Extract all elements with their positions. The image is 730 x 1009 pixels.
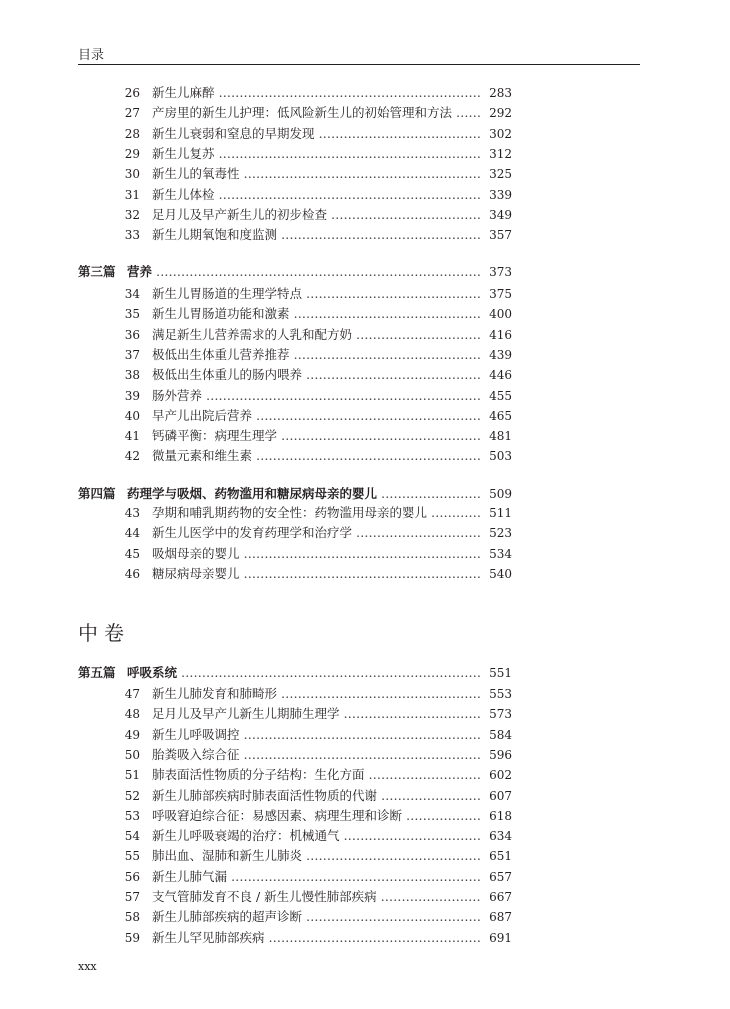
chapter-page: 349 — [480, 205, 512, 225]
toc-entry[interactable] — [0, 284, 730, 304]
chapter-page: 292 — [480, 103, 512, 123]
chapter-page: 283 — [480, 83, 512, 103]
chapter-number: 46 — [124, 566, 140, 581]
chapter-title: 新生儿肺部疾病的超声诊断 ………………………………………………………………………………………………………………………………………………………………………… — [152, 907, 512, 927]
chapter-number: 59 — [124, 930, 140, 945]
header-title: 目录 — [78, 48, 105, 63]
chapter-title: 新生儿期氧饱和度监测 ………………………………………………………………………………………………………………………………………………………………………… — [152, 225, 512, 245]
chapter-number: 51 — [124, 768, 140, 783]
chapter-page: 553 — [480, 684, 512, 704]
chapter-number: 56 — [124, 869, 140, 884]
toc-entry[interactable] — [0, 725, 730, 745]
chapter-title: 支气管肺发育不良 / 新生儿慢性肺部疾病 ………………………………………………………………………………………………………………………………………………………………………… — [152, 887, 512, 907]
chapter-number: 52 — [124, 788, 140, 803]
toc-entry[interactable] — [0, 185, 730, 205]
toc-entry[interactable] — [0, 806, 730, 826]
chapter-page: 312 — [480, 144, 512, 164]
chapter-title: 新生儿呼吸调控 ………………………………………………………………………………………………………………………………………………………………………… — [152, 725, 512, 745]
chapter-title: 足月儿及早产儿新生儿期肺生理学 ………………………………………………………………………………………………………………………………………………………………………… — [152, 704, 512, 724]
chapter-title: 呼吸窘迫综合征：易感因素、病理生理和诊断 ………………………………………………………………………………………………………………………………………………………………………… — [152, 806, 512, 826]
toc-entry[interactable] — [0, 745, 730, 765]
toc-entry[interactable] — [0, 304, 730, 324]
chapter-number: 50 — [124, 747, 140, 762]
chapter-page: 667 — [480, 887, 512, 907]
chapter-title: 新生儿复苏 ………………………………………………………………………………………………………………………………………………………………………… — [152, 144, 512, 164]
chapter-title: 新生儿呼吸衰竭的治疗：机械通气 ………………………………………………………………………………………………………………………………………………………………………… — [152, 826, 512, 846]
toc-entry[interactable] — [0, 867, 730, 887]
part-page: 373 — [480, 262, 512, 282]
chapter-page: 439 — [480, 345, 512, 365]
chapter-number: 54 — [124, 829, 140, 844]
chapter-number: 35 — [124, 307, 140, 322]
chapter-page: 481 — [480, 426, 512, 446]
chapter-page: 416 — [480, 325, 512, 345]
toc-entry[interactable] — [0, 704, 730, 724]
chapter-title: 胎粪吸入综合征 ………………………………………………………………………………………………………………………………………………………………………… — [152, 745, 512, 765]
chapter-page: 540 — [480, 564, 512, 584]
chapter-number: 43 — [124, 506, 140, 520]
chapter-title: 新生儿肺部疾病时肺表面活性物质的代谢 ………………………………………………………………………………………………………………………………………………………………………… — [152, 786, 512, 806]
chapter-page: 503 — [480, 446, 512, 466]
chapter-page: 596 — [480, 745, 512, 765]
toc-entry[interactable] — [0, 345, 730, 365]
part-heading-4[interactable] — [0, 484, 730, 504]
toc-entry[interactable] — [0, 426, 730, 446]
toc-entry[interactable] — [0, 503, 730, 523]
toc-entry[interactable] — [0, 446, 730, 466]
part-label: 第四篇 — [78, 486, 116, 501]
chapter-number: 29 — [124, 146, 140, 161]
chapter-title: 钙磷平衡：病理生理学 ………………………………………………………………………………………………………………………………………………………………………… — [152, 426, 512, 446]
toc-entry[interactable] — [0, 103, 730, 123]
chapter-page: 357 — [480, 225, 512, 245]
chapter-title: 新生儿胃肠道功能和激素 ………………………………………………………………………………………………………………………………………………………………………… — [152, 304, 512, 324]
footer-page-number: xxx — [78, 960, 97, 973]
chapter-number: 32 — [124, 207, 140, 222]
toc-entry[interactable] — [0, 325, 730, 345]
chapter-title: 肠外营养 ………………………………………………………………………………………………………………………………………………………………………… — [152, 386, 512, 406]
part-label: 第三篇 — [78, 264, 116, 279]
part-heading-5[interactable] — [0, 663, 730, 683]
chapter-title: 新生儿罕见肺部疾病 ………………………………………………………………………………………………………………………………………………………………………… — [152, 928, 512, 948]
chapter-title: 极低出生体重儿的肠内喂养 ………………………………………………………………………………………………………………………………………………………………………… — [152, 365, 512, 385]
part-title: 营养 ………………………………………………………………………………………………………………………………………………………………………… — [127, 262, 512, 282]
chapter-title: 新生儿体检 ………………………………………………………………………………………………………………………………………………………………………… — [152, 185, 512, 205]
chapter-page: 325 — [480, 164, 512, 184]
chapter-page: 657 — [480, 867, 512, 887]
chapter-title: 产房里的新生儿护理：低风险新生儿的初始管理和方法 ………………………………………………………………………………………………………………………………………………………………………… — [152, 103, 512, 123]
chapter-page: 618 — [480, 806, 512, 826]
chapter-page: 584 — [480, 725, 512, 745]
chapter-number: 53 — [124, 808, 140, 823]
toc-entry[interactable] — [0, 544, 730, 564]
chapter-page: 302 — [480, 124, 512, 144]
chapter-number: 44 — [124, 526, 140, 541]
chapter-page: 523 — [480, 523, 512, 543]
chapter-title: 肺表面活性物质的分子结构：生化方面 ………………………………………………………………………………………………………………………………………………………………………… — [152, 765, 512, 785]
toc-entry[interactable] — [0, 406, 730, 426]
toc-entry[interactable] — [0, 225, 730, 245]
chapter-title: 满足新生儿营养需求的人乳和配方奶 ………………………………………………………………………………………………………………………………………………………………………… — [152, 325, 512, 345]
toc-entry[interactable] — [0, 164, 730, 184]
toc-entry[interactable] — [0, 907, 730, 927]
chapter-title: 吸烟母亲的婴儿 ………………………………………………………………………………………………………………………………………………………………………… — [152, 544, 512, 564]
chapter-title: 新生儿肺发育和肺畸形 ………………………………………………………………………………………………………………………………………………………………………… — [152, 684, 512, 704]
chapter-number: 42 — [124, 449, 140, 464]
chapter-number: 57 — [124, 890, 140, 904]
chapter-number: 47 — [124, 687, 140, 701]
chapter-number: 49 — [124, 727, 140, 742]
toc-entry[interactable] — [0, 386, 730, 406]
chapter-number: 55 — [124, 849, 140, 864]
toc-entry[interactable] — [0, 83, 730, 103]
chapter-number: 33 — [124, 228, 140, 243]
chapter-page: 607 — [480, 786, 512, 806]
chapter-number: 27 — [124, 106, 140, 121]
chapter-page: 573 — [480, 704, 512, 724]
volume-heading: 中卷 — [78, 621, 130, 645]
part-title: 药理学与吸烟、药物滥用和糖尿病母亲的婴儿 ………………………………………………………………………………………………………………………………………………………………………… — [127, 484, 512, 504]
chapter-number: 39 — [124, 388, 140, 403]
part-page: 509 — [480, 484, 512, 504]
header-rule — [78, 64, 640, 65]
chapter-title: 糖尿病母亲婴儿 ………………………………………………………………………………………………………………………………………………………………………… — [152, 564, 512, 584]
toc-entry[interactable] — [0, 564, 730, 584]
chapter-title: 孕期和哺乳期药物的安全性：药物滥用母亲的婴儿 ………………………………………………………………………………………………………………………………………………………………………… — [152, 503, 512, 523]
chapter-number: 37 — [124, 347, 140, 362]
chapter-title: 新生儿肺气漏 ………………………………………………………………………………………………………………………………………………………………………… — [152, 867, 512, 887]
chapter-page: 691 — [480, 928, 512, 948]
chapter-page: 375 — [480, 284, 512, 304]
toc-entry[interactable] — [0, 523, 730, 543]
toc-entry[interactable] — [0, 144, 730, 164]
toc-entry[interactable] — [0, 124, 730, 144]
chapter-title: 新生儿的氧毒性 ………………………………………………………………………………………………………………………………………………………………………… — [152, 164, 512, 184]
part-page: 551 — [480, 663, 512, 683]
chapter-page: 446 — [480, 365, 512, 385]
chapter-page: 534 — [480, 544, 512, 564]
chapter-title: 新生儿胃肠道的生理学特点 ………………………………………………………………………………………………………………………………………………………………………… — [152, 284, 512, 304]
part-title: 呼吸系统 ………………………………………………………………………………………………………………………………………………………………………… — [127, 663, 512, 683]
chapter-title: 足月儿及早产新生儿的初步检查 ………………………………………………………………………………………………………………………………………………………………………… — [152, 205, 512, 225]
chapter-title: 肺出血、湿肺和新生儿肺炎 ………………………………………………………………………………………………………………………………………………………………………… — [152, 846, 512, 866]
toc-entry[interactable] — [0, 684, 730, 704]
chapter-number: 28 — [124, 126, 140, 141]
chapter-title: 极低出生体重儿营养推荐 ………………………………………………………………………………………………………………………………………………………………………… — [152, 345, 512, 365]
chapter-page: 455 — [480, 386, 512, 406]
chapter-number: 40 — [124, 408, 140, 423]
chapter-number: 30 — [124, 167, 140, 182]
toc-entry[interactable] — [0, 786, 730, 806]
chapter-number: 38 — [124, 368, 140, 383]
toc-entry[interactable] — [0, 205, 730, 225]
chapter-number: 58 — [124, 910, 140, 925]
toc-entry[interactable] — [0, 365, 730, 385]
toc-entry[interactable] — [0, 846, 730, 866]
chapter-page: 339 — [480, 185, 512, 205]
chapter-number: 26 — [124, 86, 140, 100]
toc-entry[interactable] — [0, 887, 730, 907]
chapter-title: 新生儿医学中的发育药理学和治疗学 ………………………………………………………………………………………………………………………………………………………………………… — [152, 523, 512, 543]
chapter-number: 41 — [124, 429, 140, 444]
chapter-page: 465 — [480, 406, 512, 426]
toc-entry[interactable] — [0, 928, 730, 948]
chapter-number: 34 — [124, 287, 140, 301]
chapter-number: 48 — [124, 707, 140, 722]
part-heading-3[interactable] — [0, 262, 730, 282]
part-label: 第五篇 — [78, 665, 116, 680]
chapter-page: 634 — [480, 826, 512, 846]
chapter-number: 45 — [124, 546, 140, 561]
chapter-page: 511 — [480, 503, 512, 523]
chapter-number: 31 — [124, 187, 140, 202]
toc-entry[interactable] — [0, 826, 730, 846]
chapter-title: 早产儿出院后营养 ………………………………………………………………………………………………………………………………………………………………………… — [152, 406, 512, 426]
chapter-page: 602 — [480, 765, 512, 785]
chapter-page: 400 — [480, 304, 512, 324]
chapter-page: 687 — [480, 907, 512, 927]
chapter-title: 微量元素和维生素 ………………………………………………………………………………………………………………………………………………………………………… — [152, 446, 512, 466]
chapter-title: 新生儿麻醉 ………………………………………………………………………………………………………………………………………………………………………… — [152, 83, 512, 103]
toc-entry[interactable] — [0, 765, 730, 785]
chapter-title: 新生儿衰弱和窒息的早期发现 ………………………………………………………………………………………………………………………………………………………………………… — [152, 124, 512, 144]
chapter-number: 36 — [124, 327, 140, 342]
chapter-page: 651 — [480, 846, 512, 866]
